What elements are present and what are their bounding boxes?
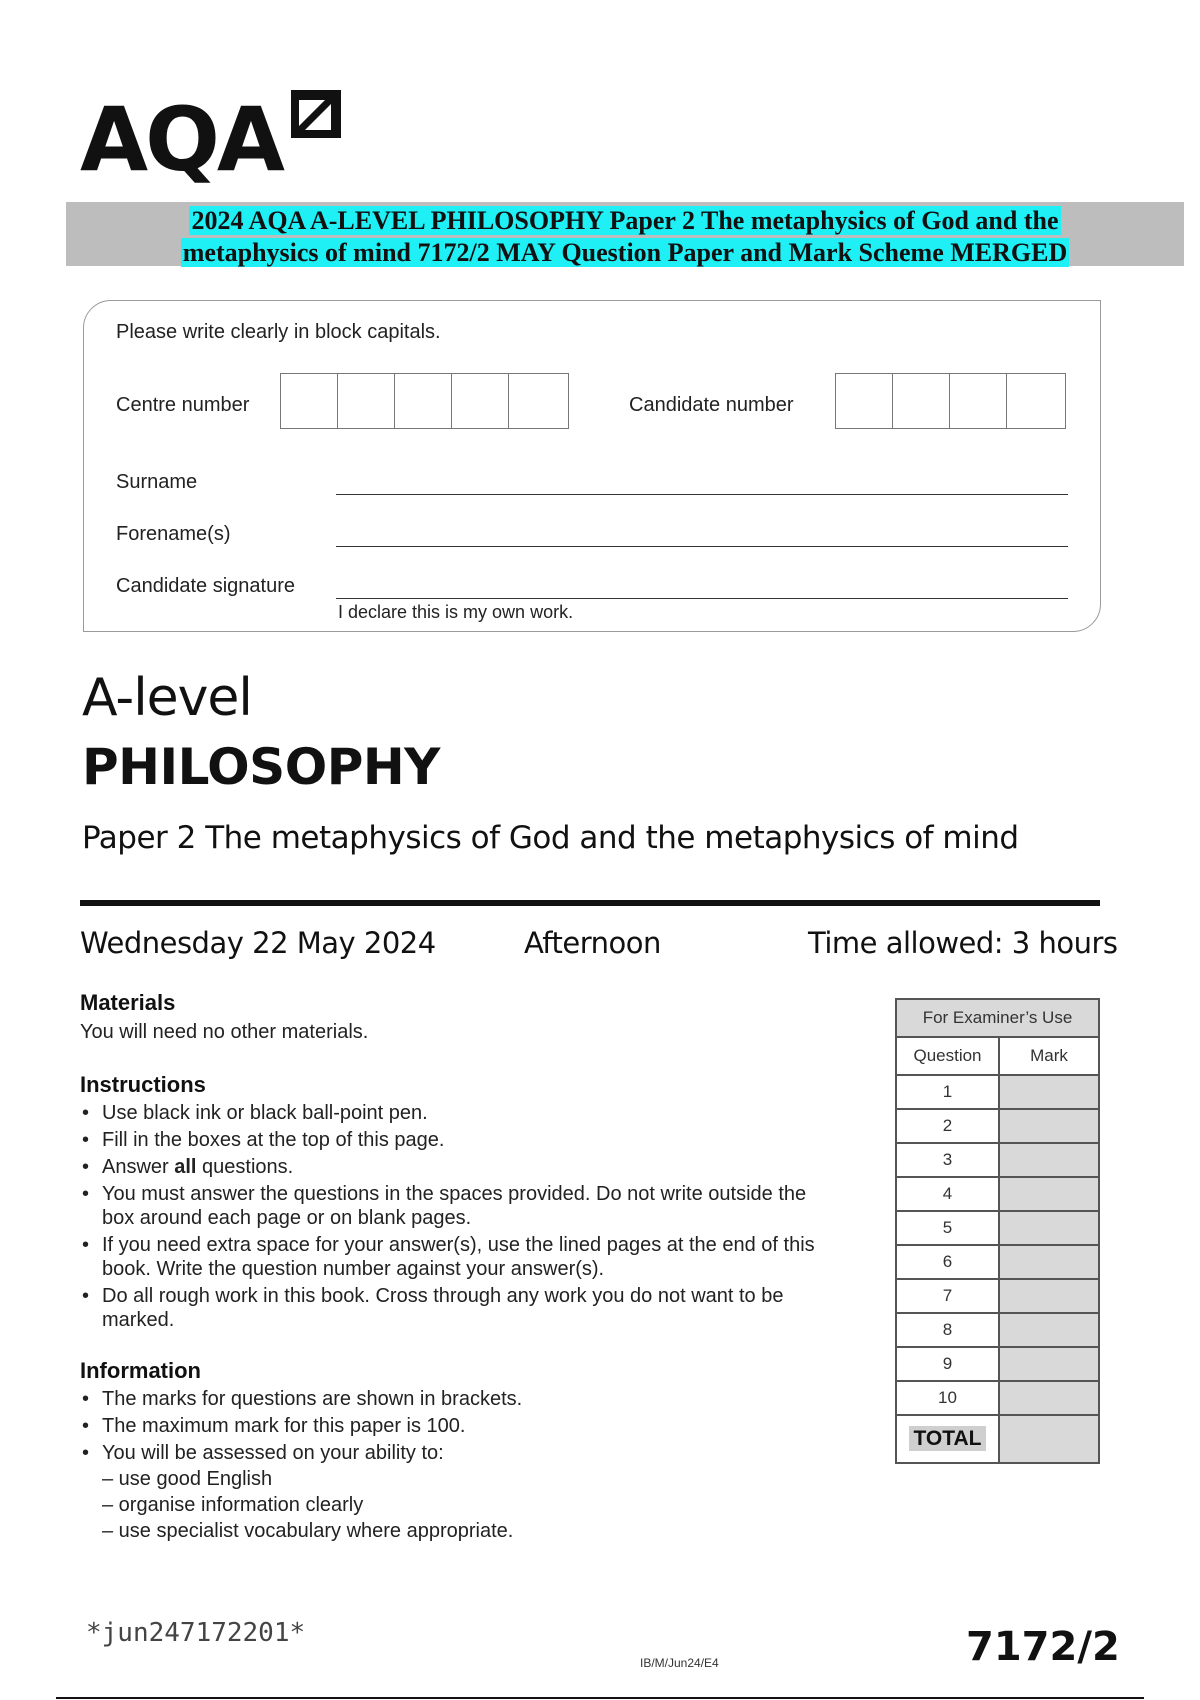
qualification-level: A-level — [82, 668, 252, 728]
footer-divider — [56, 1697, 1144, 1699]
instructions-list — [80, 1101, 840, 1335]
question-number: 8 — [896, 1313, 999, 1347]
candidate-number-digit[interactable] — [950, 374, 1007, 428]
information-item: • The marks for questions are shown in brackets. — [80, 1387, 840, 1411]
mark-cell — [999, 1279, 1099, 1313]
centre-number-digit[interactable] — [281, 374, 338, 428]
title-banner — [66, 202, 1184, 266]
declaration-text: I declare this is my own work. — [338, 602, 574, 622]
question-number: 7 — [896, 1279, 999, 1313]
information-list — [80, 1387, 840, 1468]
question-number: 3 — [896, 1143, 999, 1177]
instruction-item-suffix: questions. — [196, 1156, 294, 1178]
examiner-table-title: For Examiner’s Use — [896, 999, 1099, 1037]
instruction-item-prefix: Answer — [102, 1156, 175, 1178]
total-mark-cell — [999, 1415, 1099, 1463]
question-number: 9 — [896, 1347, 999, 1381]
examiner-use-table — [895, 998, 1100, 1464]
centre-number-label: Centre number — [116, 394, 250, 416]
question-number: 1 — [896, 1075, 999, 1109]
document-reference: IB/M/Jun24/E4 — [640, 1656, 719, 1670]
centre-number-field[interactable] — [280, 373, 569, 429]
question-number: 4 — [896, 1177, 999, 1211]
mark-cell — [999, 1143, 1099, 1177]
question-number: 10 — [896, 1381, 999, 1415]
materials-heading: Materials — [80, 990, 176, 1015]
information-item: • The maximum mark for this paper is 100. — [80, 1414, 840, 1438]
question-number: 6 — [896, 1245, 999, 1279]
instruction-item-emphasis: all — [174, 1156, 197, 1178]
logo-mark-icon — [285, 88, 345, 144]
centre-number-digit[interactable] — [509, 374, 566, 428]
signature-field[interactable] — [336, 598, 1068, 599]
assessment-criterion: – organise information clearly — [102, 1494, 364, 1516]
barcode-text: *jun247172201* — [86, 1618, 306, 1648]
candidate-number-digit[interactable] — [836, 374, 893, 428]
exam-session: Afternoon — [524, 926, 661, 960]
total-label: TOTAL — [909, 1426, 985, 1451]
subject-title: PHILOSOPHY — [82, 738, 440, 796]
total-label-cell — [896, 1415, 999, 1463]
instruction-item: • Do all rough work in this book. Cross through any work you do not want to be marked. — [80, 1284, 840, 1332]
surname-label: Surname — [116, 471, 198, 493]
surname-field[interactable] — [336, 494, 1068, 495]
instruction-item: • Use black ink or black ball-point pen. — [80, 1101, 840, 1125]
instruction-item: • Fill in the boxes at the top of this page. — [80, 1128, 840, 1152]
paper-title: Paper 2 The metaphysics of God and the metaphysics of mind — [82, 820, 1019, 856]
mark-cell — [999, 1109, 1099, 1143]
paper-code: 7172/2 — [966, 1624, 1120, 1670]
mark-cell — [999, 1245, 1099, 1279]
assessment-criterion: – use good English — [102, 1468, 273, 1490]
candidate-details-box — [83, 300, 1101, 632]
forename-label: Forename(s) — [116, 523, 231, 545]
exam-date: Wednesday 22 May 2024 — [80, 926, 436, 960]
signature-label: Candidate signature — [116, 575, 296, 597]
assessment-criterion: – use specialist vocabulary where appropriate. — [102, 1520, 514, 1542]
banner-line-1: 2024 AQA A-LEVEL PHILOSOPHY Paper 2 The metaphysics of God and the — [191, 206, 1059, 235]
mark-cell — [999, 1313, 1099, 1347]
centre-number-digit[interactable] — [395, 374, 452, 428]
banner-line-2: metaphysics of mind 7172/2 MAY Question Paper and Mark Scheme MERGED — [182, 238, 1068, 267]
time-allowed: Time allowed: 3 hours — [808, 926, 1118, 960]
mark-column-header: Mark — [999, 1037, 1099, 1075]
information-heading: Information — [80, 1358, 201, 1383]
centre-number-digit[interactable] — [452, 374, 509, 428]
candidate-number-field[interactable] — [835, 373, 1066, 429]
instruction-item: • You must answer the questions in the spaces provided. Do not write outside the box around each page or on blank pages. — [80, 1182, 840, 1230]
question-number: 5 — [896, 1211, 999, 1245]
title-divider — [80, 900, 1100, 906]
logo-text: AQA — [80, 88, 283, 191]
forename-field[interactable] — [336, 546, 1068, 547]
mark-cell — [999, 1347, 1099, 1381]
candidate-number-digit[interactable] — [1007, 374, 1064, 428]
mark-cell — [999, 1381, 1099, 1415]
mark-cell — [999, 1177, 1099, 1211]
question-column-header: Question — [896, 1037, 999, 1075]
mark-cell — [999, 1211, 1099, 1245]
instructions-heading: Instructions — [80, 1072, 206, 1097]
aqa-logo — [80, 78, 360, 191]
mark-cell — [999, 1075, 1099, 1109]
candidate-number-digit[interactable] — [893, 374, 950, 428]
block-capitals-instruction: Please write clearly in block capitals. — [116, 321, 441, 343]
candidate-number-label: Candidate number — [629, 394, 794, 416]
instruction-item: • If you need extra space for your answer(s), use the lined pages at the end of this book. Write the question number against your answer(s). — [80, 1233, 840, 1281]
centre-number-digit[interactable] — [338, 374, 395, 428]
question-number: 2 — [896, 1109, 999, 1143]
information-item: • You will be assessed on your ability to: — [80, 1441, 840, 1465]
instruction-item — [80, 1155, 840, 1179]
materials-text: You will need no other materials. — [80, 1021, 369, 1043]
assessment-criteria-list — [102, 1466, 513, 1544]
